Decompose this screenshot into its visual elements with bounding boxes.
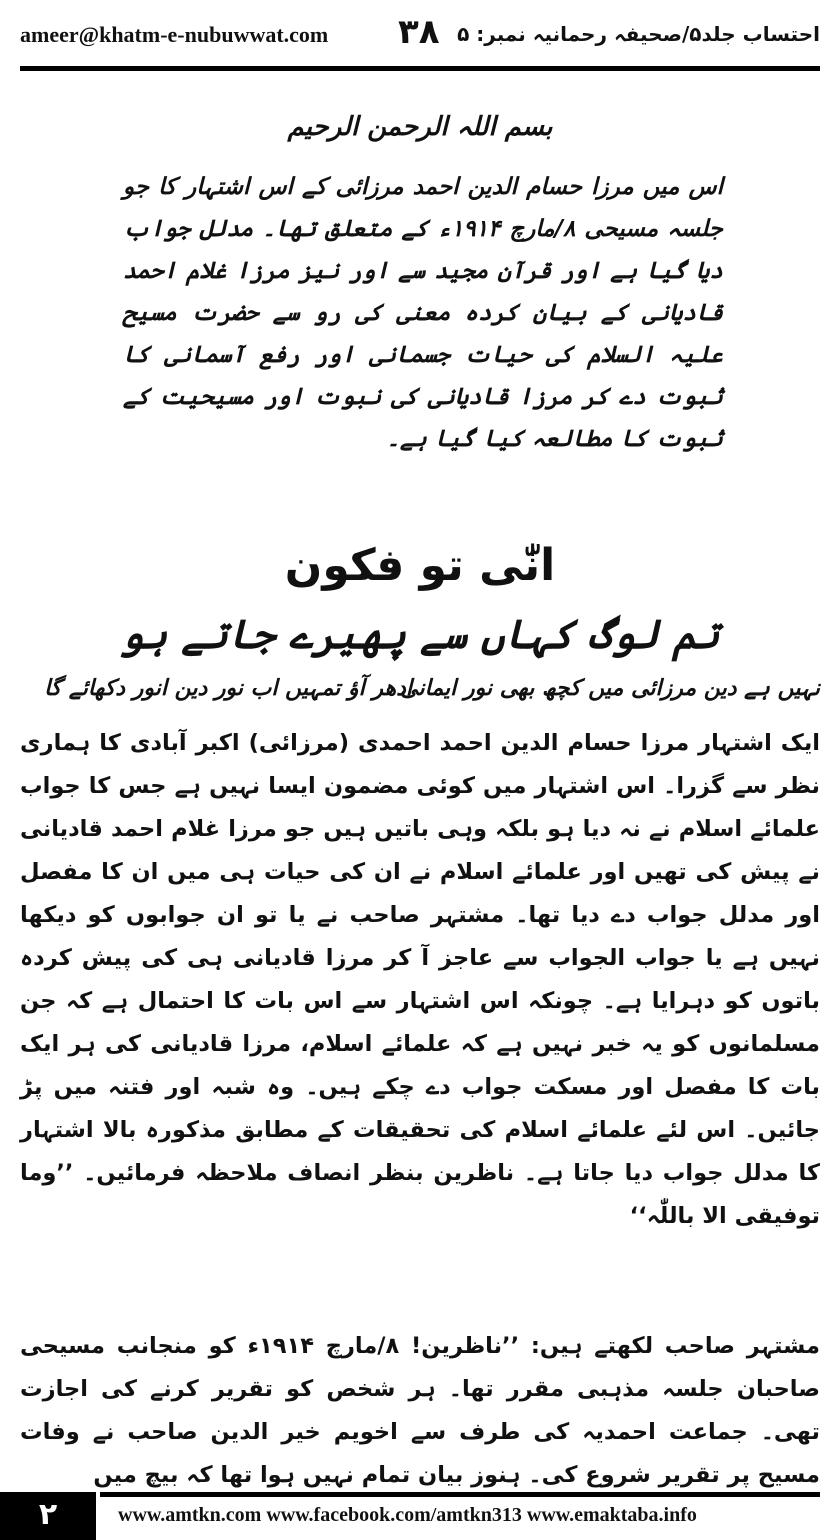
body-paragraph: ایک اشتہار مرزا حسام الدین احمد احمدی (مرزائی) اکبر آبادی کا ہماری نظر سے گزرا۔ اس اشتہار میں کوئی مضمون ایسا نہیں ہے جس کا جواب علمائے اسلام نے نہ دیا ہو بلکہ وہی باتیں ہیں جو مرزا غلام احمد قادیانی نے پیش کی تھیں اور علمائے اسلام نے ان کی حیات ہی میں ان کا مفصل اور مدلل جواب دے دیا تھا۔ مشتہر صاحب نے یا تو ان جوابوں کو دیکھا نہیں ہے یا جواب الجواب سے عاجز آ کر مرزا قادیانی ہی کی پیش کردہ باتوں کو دہرایا ہے۔ چونکہ اس اشتہار سے اس بات کا احتمال ہے کہ جن مسلمانوں کو یہ خبر نہیں ہے کہ علمائے اسلام، مرزا قادیانی کی ہر ایک بات کا مفصل اور مسکت جواب دے چکے ہیں۔ وہ شبہ اور فتنہ میں پڑ جائیں۔ اس لئے علمائے اسلام کی تحقیقات کے مطابق مذکورہ بالا اشتہار کا مدلل جواب دیا جاتا ہے۔ ناظرین بنظر انصاف ملاحظہ فرمائیں۔ ’’وما توفیقی الا باللّٰہ‘‘ — [20, 730, 820, 1229]
header-email: ameer@khatm-e-nubuwwat.com — [20, 22, 329, 47]
footer-urls: www.amtkn.com www.facebook.com/amtkn313 www.emaktaba.info — [118, 1504, 697, 1526]
verse-couplet — [20, 676, 820, 716]
page-title: انّٰی تو فکون — [284, 540, 556, 591]
footer-rule — [100, 1492, 820, 1497]
page-footer — [0, 1492, 840, 1540]
verse-line-2: ادھر آؤ تمہیں اب نور دین انور دکھائے گا — [44, 676, 412, 701]
verse-line-1: نہیں ہے دین مرزائی میں کچھ بھی نور ایمانی — [400, 676, 820, 701]
quote-paragraph: مشتہر صاحب لکھتے ہیں: ’’ناظرین! ۸/مارچ ۱۹۱۴ء کو منجانب مسیحی صاحبان جلسہ مذہبی مقرر تھا۔ ہر شخص کو تقریر کرنے کی اجازت تھی۔ جماعت احمدیہ کی طرف سے اخویم خیر الدین صاحب نے وفات مسیح پر تقریر شروع کی۔ ہنوز بیان تمام نہیں ہوا تھا کہ بیچ میں — [20, 1333, 820, 1488]
bismillah: بسم اللہ الرحمن الرحیم — [287, 112, 553, 142]
page-subtitle: تم لوگ کہاں سے پھیرے جاتے ہو — [120, 612, 720, 658]
intro-paragraph: اس میں مرزا حسام الدین احمد مرزائی کے اس اشتہار کا جو جلسہ مسیحی ۸/مارچ ۱۹۱۴ء کے متعلق تھا۔ مدلل جواب دیا گیا ہے اور قرآن مجید سے اور نیز مرزا غلام احمد قادیانی کے بیان کردہ معنی کی رو سے حضرت مسیح علیہ السلام کی حیات جسمانی اور رفع آسمانی کا ثبوت دے کر مرزا قادیانی کی نبوت اور مسیحیت کے ثبوت کا مطالعہ کیا گیا ہے۔ — [123, 174, 723, 452]
header-journal-title: احتساب جلد۵/صحیفہ رحمانیہ نمبر: ۵ — [457, 22, 820, 46]
page-header — [0, 0, 840, 70]
header-page-number: ۳۸ — [398, 12, 440, 52]
footer-page-number: ۲ — [0, 1492, 96, 1540]
header-rule — [20, 66, 820, 71]
